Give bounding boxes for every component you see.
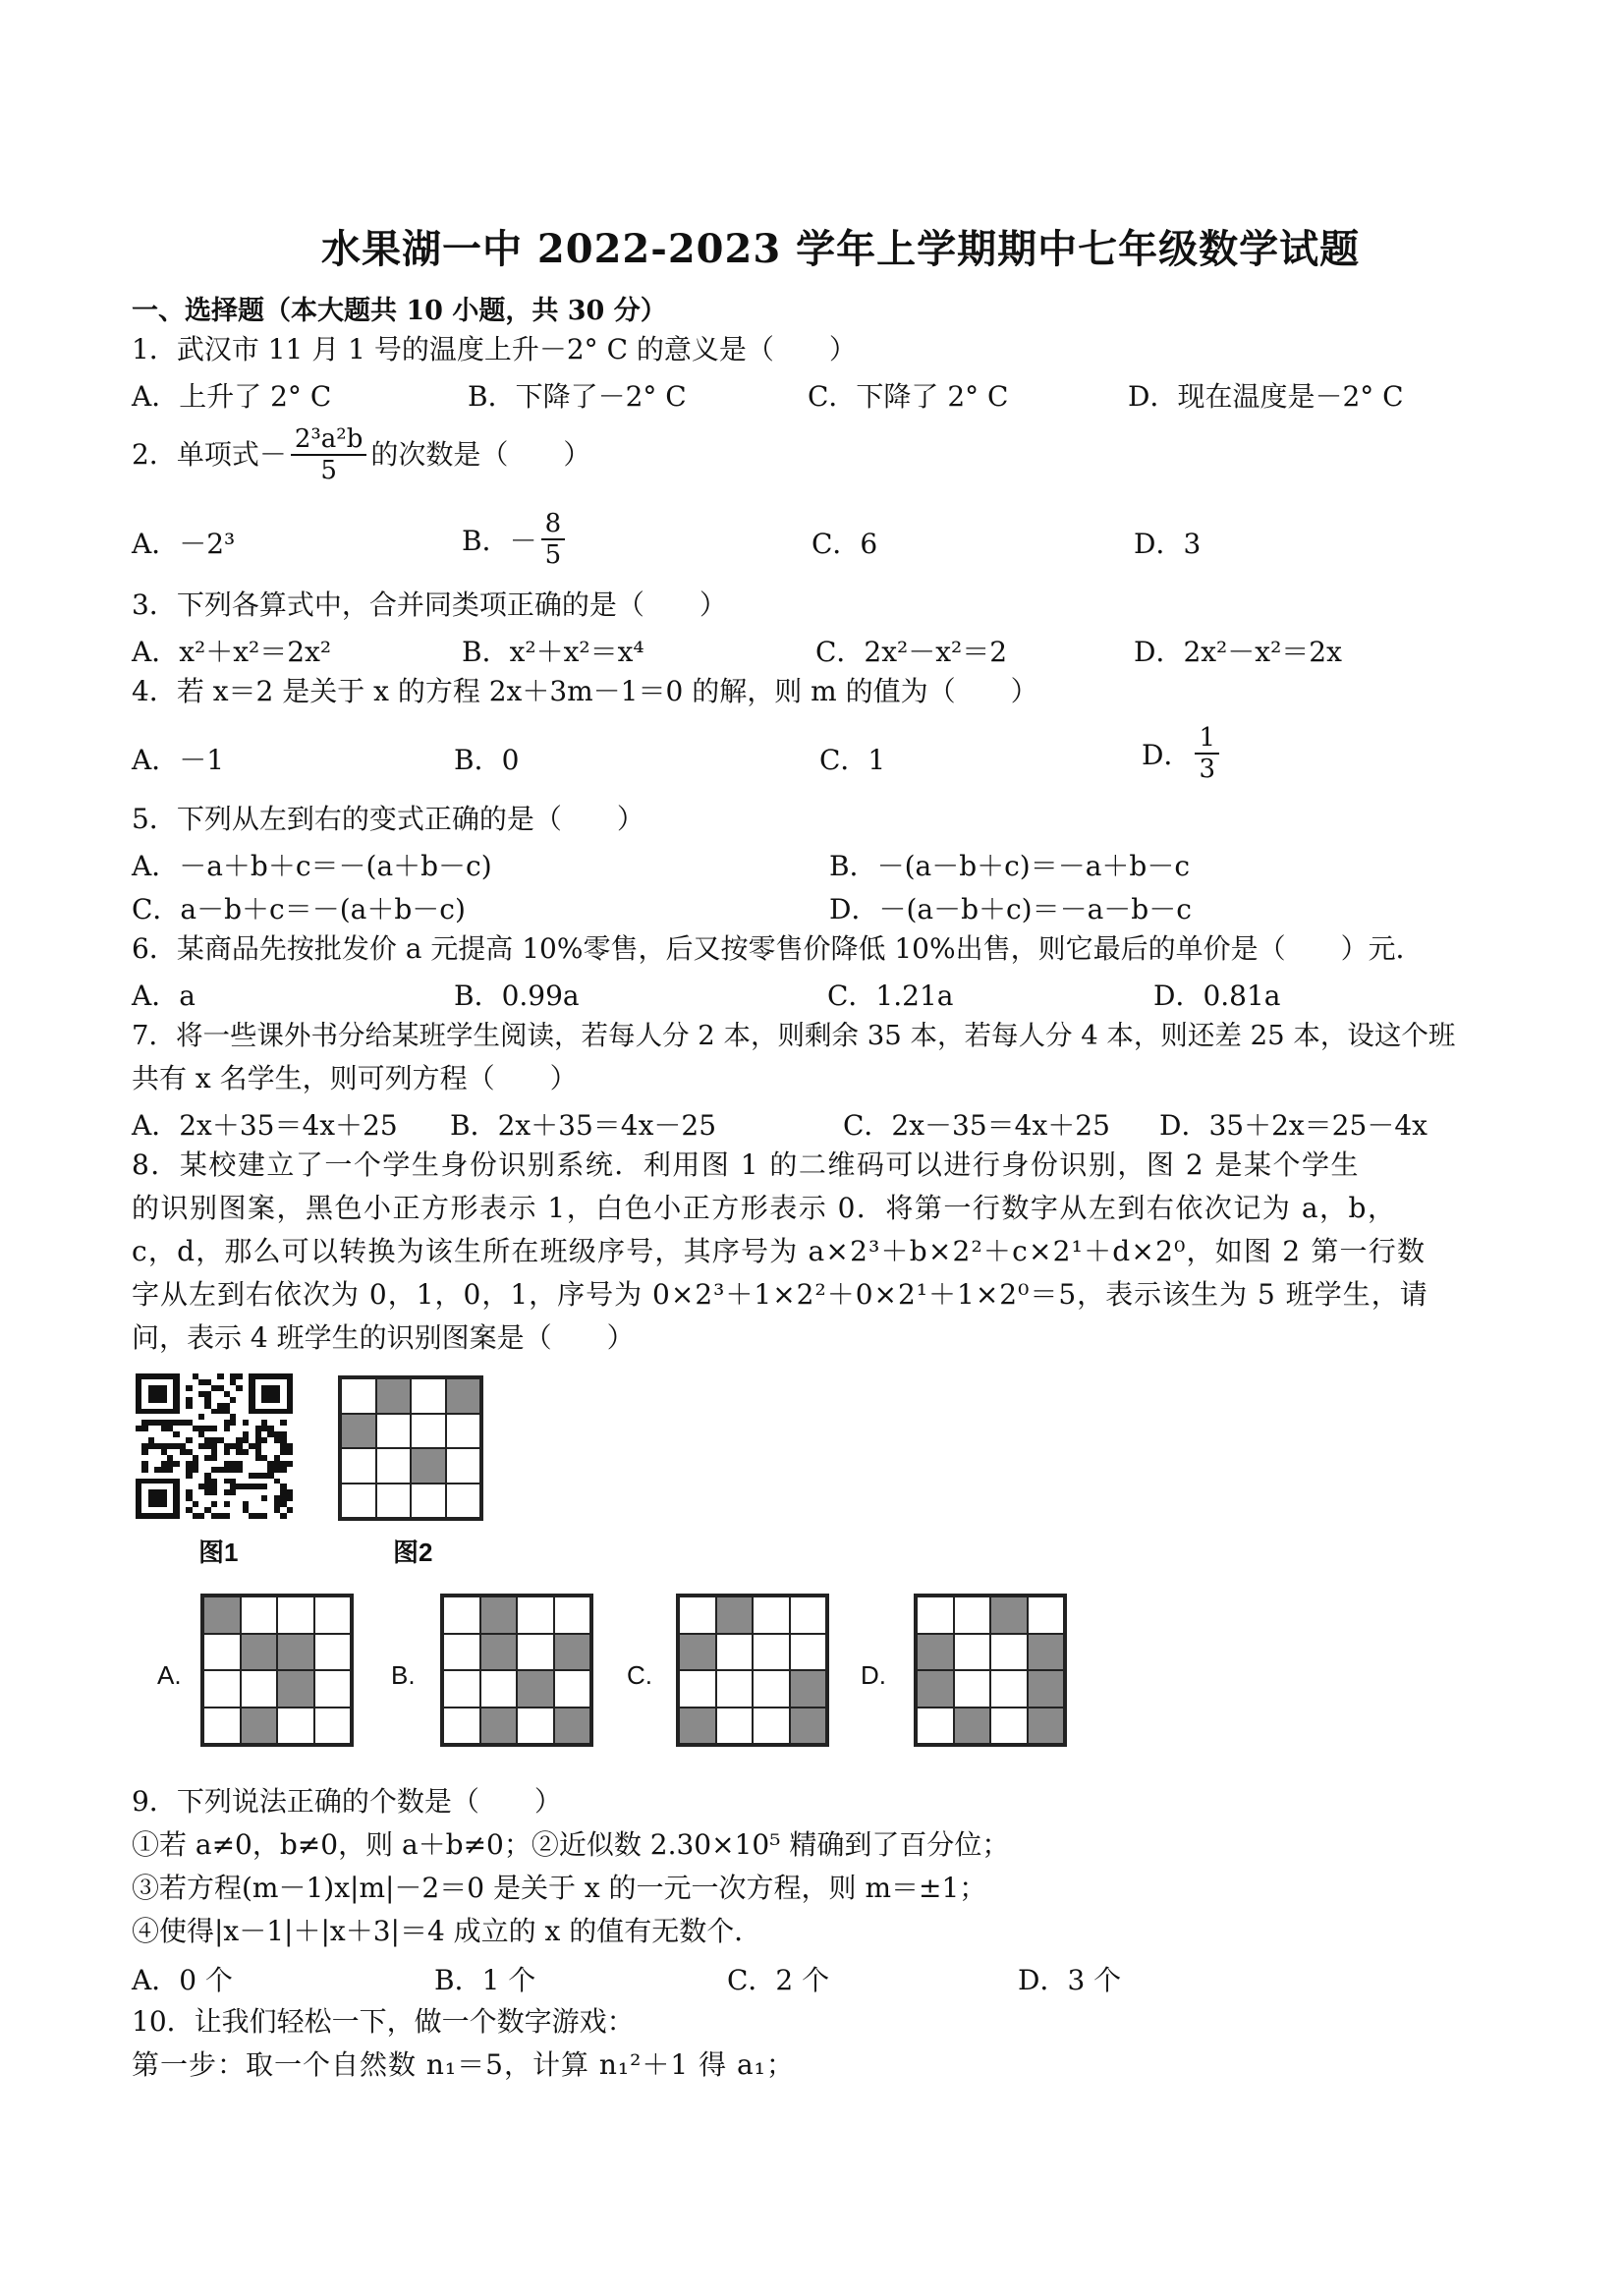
question-9-statement-4: ④使得|x－1|＋|x＋3|＝4 成立的 x 的值有无数个． <box>132 1915 762 1947</box>
question-2-option-b-prefix: B．－ <box>462 525 537 557</box>
qr-code-image <box>136 1373 293 1519</box>
option-c-label: C. <box>627 1660 652 1690</box>
grid-cell <box>716 1670 754 1708</box>
option-d-label: D. <box>861 1660 886 1690</box>
grid-cell <box>554 1634 591 1671</box>
question-7-option-b: B．2x＋35＝4x－25 <box>450 1109 717 1142</box>
grid-cell <box>314 1670 352 1708</box>
grid-cell <box>376 1378 412 1414</box>
grid-cell <box>480 1634 518 1671</box>
grid-cell <box>679 1708 716 1745</box>
question-7-option-d: D．35＋2x＝25－4x <box>1159 1109 1427 1142</box>
grid-cell <box>446 1414 481 1449</box>
question-9-stem: 9．下列说法正确的个数是（ ） <box>132 1785 562 1818</box>
question-2-stem <box>132 424 590 485</box>
grid-cell <box>203 1596 241 1634</box>
question-5-option-a: A．－a＋b＋c＝－(a＋b－c) <box>132 850 492 882</box>
question-1-option-a: A．上升了 2° C <box>132 380 332 413</box>
grid-cell <box>917 1708 954 1745</box>
question-8-line-4: 字从左到右依次为 0，1，0，1，序号为 0×2³＋1×2²＋0×2¹＋1×2⁰＝5，表示该生为 5 班学生，请 <box>132 1278 1428 1311</box>
question-5-option-b: B．－(a－b＋c)＝－a＋b－c <box>829 850 1191 882</box>
question-1-option-d: D．现在温度是－2° C <box>1128 380 1404 413</box>
option-d-grid[interactable] <box>914 1594 1067 1747</box>
grid-cell <box>341 1414 376 1449</box>
grid-cell <box>277 1708 314 1745</box>
grid-cell <box>341 1484 376 1519</box>
figure-2-label: 图2 <box>393 1538 433 1567</box>
question-1-stem: 1．武汉市 11 月 1 号的温度上升－2° C 的意义是（ ） <box>132 333 857 365</box>
grid-cell <box>790 1670 827 1708</box>
question-6-option-a: A．a <box>132 980 196 1012</box>
section-heading: 一、选择题（本大题共 10 小题，共 30 分） <box>132 296 667 326</box>
grid-cell <box>716 1634 754 1671</box>
question-2-option-b-fraction <box>541 509 566 570</box>
grid-cell <box>314 1634 352 1671</box>
grid-cell <box>376 1414 412 1449</box>
grid-cell <box>203 1634 241 1671</box>
grid-cell <box>954 1670 991 1708</box>
grid-cell <box>517 1596 554 1634</box>
grid-cell <box>1028 1596 1065 1634</box>
question-2-stem-prefix: 2．单项式－ <box>132 438 287 471</box>
question-4-stem: 4．若 x＝2 是关于 x 的方程 2x＋3m－1＝0 的解，则 m 的值为（ ） <box>132 675 1038 707</box>
option-c-grid[interactable] <box>676 1594 829 1747</box>
question-10-step-1: 第一步：取一个自然数 n₁＝5，计算 n₁²＋1 得 a₁； <box>132 2048 795 2081</box>
grid-cell <box>954 1596 991 1634</box>
grid-cell <box>314 1596 352 1634</box>
question-6-option-d: D．0.81a <box>1153 980 1281 1012</box>
question-6-option-c: C．1.21a <box>827 980 954 1012</box>
grid-cell <box>753 1670 790 1708</box>
question-8-line-1: 8．某校建立了一个学生身份识别系统．利用图 1 的二维码可以进行身份识别，图 2 是某个学生 <box>132 1148 1361 1181</box>
question-6-option-b: B．0.99a <box>454 980 580 1012</box>
question-7-line-1: 7．将一些课外书分给某班学生阅读，若每人分 2 本，则剩余 35 本，若每人分 4 本，则还差 25 本，设这个班 <box>132 1020 1456 1051</box>
question-2-option-b-denominator: 5 <box>544 540 562 570</box>
grid-cell <box>241 1708 278 1745</box>
question-4-option-b: B．0 <box>454 744 520 776</box>
grid-cell <box>411 1448 446 1484</box>
question-2-option-a: A．－2³ <box>132 528 236 560</box>
grid-cell <box>990 1596 1028 1634</box>
grid-cell <box>314 1708 352 1745</box>
grid-cell <box>446 1378 481 1414</box>
question-7-line-2: 共有 x 名学生，则可列方程（ ） <box>132 1062 578 1094</box>
grid-cell <box>1028 1708 1065 1745</box>
grid-cell <box>517 1634 554 1671</box>
grid-cell <box>411 1378 446 1414</box>
grid-cell <box>480 1708 518 1745</box>
question-7-option-a: A．2x＋35＝4x＋25 <box>132 1109 398 1142</box>
question-3-option-b: B．x²＋x²＝x⁴ <box>462 636 644 668</box>
question-10-stem: 10．让我们轻松一下，做一个数字游戏： <box>132 2005 635 2038</box>
grid-cell <box>716 1708 754 1745</box>
question-2-fraction <box>291 424 367 485</box>
grid-cell <box>554 1596 591 1634</box>
grid-cell <box>443 1634 480 1671</box>
grid-cell <box>411 1414 446 1449</box>
grid-cell <box>790 1634 827 1671</box>
grid-cell <box>790 1708 827 1745</box>
question-3-option-c: C．2x²－x²＝2 <box>815 636 1008 668</box>
grid-cell <box>411 1484 446 1519</box>
question-1-option-c: C．下降了 2° C <box>808 380 1009 413</box>
question-5-option-d: D．－(a－b＋c)＝－a－b－c <box>829 893 1192 925</box>
question-2-fraction-denominator: 5 <box>320 456 337 485</box>
page-title: 水果湖一中 2022-2023 学年上学期期中七年级数学试题 <box>321 226 1361 272</box>
grid-cell <box>341 1378 376 1414</box>
grid-cell <box>917 1634 954 1671</box>
figure-1-label: 图1 <box>198 1538 239 1567</box>
grid-cell <box>480 1670 518 1708</box>
grid-cell <box>554 1708 591 1745</box>
question-2-option-b <box>462 509 569 570</box>
grid-cell <box>954 1634 991 1671</box>
question-4-option-c: C．1 <box>819 744 886 776</box>
question-8-line-2: 的识别图案，黑色小正方形表示 1，白色小正方形表示 0．将第一行数字从左到右依次记为 a，b， <box>132 1192 1397 1224</box>
grid-cell <box>753 1596 790 1634</box>
grid-cell <box>241 1670 278 1708</box>
grid-cell <box>1028 1670 1065 1708</box>
option-a-label: A. <box>157 1660 182 1690</box>
question-7-option-c: C．2x－35＝4x＋25 <box>843 1109 1110 1142</box>
grid-cell <box>443 1596 480 1634</box>
question-2-fraction-numerator: 2³a²b <box>291 424 367 456</box>
grid-cell <box>716 1596 754 1634</box>
option-b-grid[interactable] <box>440 1594 593 1747</box>
grid-cell <box>446 1484 481 1519</box>
grid-cell <box>277 1596 314 1634</box>
grid-cell <box>990 1670 1028 1708</box>
grid-cell <box>443 1708 480 1745</box>
grid-cell <box>954 1708 991 1745</box>
question-8-line-5: 问，表示 4 班学生的识别图案是（ ） <box>132 1321 635 1354</box>
question-2-option-c: C．6 <box>812 528 878 560</box>
question-4-option-d <box>1142 723 1223 784</box>
grid-cell <box>679 1596 716 1634</box>
grid-cell <box>443 1670 480 1708</box>
question-2-option-d: D．3 <box>1134 528 1202 560</box>
question-3-stem: 3．下列各算式中，合并同类项正确的是（ ） <box>132 588 727 621</box>
grid-cell <box>277 1670 314 1708</box>
grid-cell <box>376 1448 412 1484</box>
grid-cell <box>480 1596 518 1634</box>
qr-module <box>287 1513 293 1519</box>
question-8-line-3: c，d，那么可以转换为该生所在班级序号，其序号为 a×2³＋b×2²＋c×2¹＋d×2⁰，如图 2 第一行数 <box>132 1235 1427 1267</box>
grid-cell <box>790 1596 827 1634</box>
question-9-option-a: A．0 个 <box>132 1964 233 1996</box>
grid-cell <box>753 1634 790 1671</box>
option-b-label: B. <box>391 1660 416 1690</box>
question-4-option-d-prefix: D． <box>1142 739 1192 771</box>
question-9-option-c: C．2 个 <box>727 1964 830 1996</box>
grid-cell <box>517 1670 554 1708</box>
grid-cell <box>990 1708 1028 1745</box>
question-4-option-d-fraction <box>1195 723 1219 784</box>
question-5-stem: 5．下列从左到右的变式正确的是（ ） <box>132 803 644 835</box>
option-a-grid[interactable] <box>200 1594 354 1747</box>
question-9-statement-1-2: ①若 a≠0，b≠0，则 a＋b≠0；②近似数 2.30×10⁵ 精确到了百分位； <box>132 1828 1010 1861</box>
question-5-option-c: C．a－b＋c＝－(a＋b－c) <box>132 893 466 925</box>
question-9-statement-3: ③若方程(m－1)x|m|－2＝0 是关于 x 的一元一次方程，则 m＝±1； <box>132 1872 987 1904</box>
grid-cell <box>679 1670 716 1708</box>
grid-cell <box>241 1634 278 1671</box>
grid-cell <box>554 1670 591 1708</box>
grid-cell <box>203 1670 241 1708</box>
grid-cell <box>1028 1634 1065 1671</box>
grid-cell <box>679 1634 716 1671</box>
grid-cell <box>446 1448 481 1484</box>
figure-2-grid <box>338 1375 483 1521</box>
question-1-option-b: B．下降了－2° C <box>468 380 687 413</box>
grid-cell <box>241 1596 278 1634</box>
question-4-option-d-denominator: 3 <box>1199 755 1215 784</box>
grid-cell <box>203 1708 241 1745</box>
question-2-stem-suffix: 的次数是（ ） <box>370 438 591 471</box>
question-3-option-d: D．2x²－x²＝2x <box>1134 636 1342 668</box>
grid-cell <box>990 1634 1028 1671</box>
grid-cell <box>277 1634 314 1671</box>
question-6-stem: 6．某商品先按批发价 a 元提高 10%零售，后又按零售价降低 10%出售，则它最后的单价是（ ）元． <box>132 932 1424 965</box>
grid-cell <box>917 1596 954 1634</box>
grid-cell <box>376 1484 412 1519</box>
question-2-option-b-numerator: 8 <box>541 509 566 540</box>
question-9-option-b: B．1 个 <box>434 1964 536 1996</box>
grid-cell <box>341 1448 376 1484</box>
question-4-option-a: A．－1 <box>132 744 225 776</box>
grid-cell <box>517 1708 554 1745</box>
grid-cell <box>917 1670 954 1708</box>
grid-cell <box>753 1708 790 1745</box>
question-4-option-d-numerator: 1 <box>1195 723 1219 755</box>
question-3-option-a: A．x²＋x²＝2x² <box>132 636 332 668</box>
question-9-option-d: D．3 个 <box>1018 1964 1122 1996</box>
